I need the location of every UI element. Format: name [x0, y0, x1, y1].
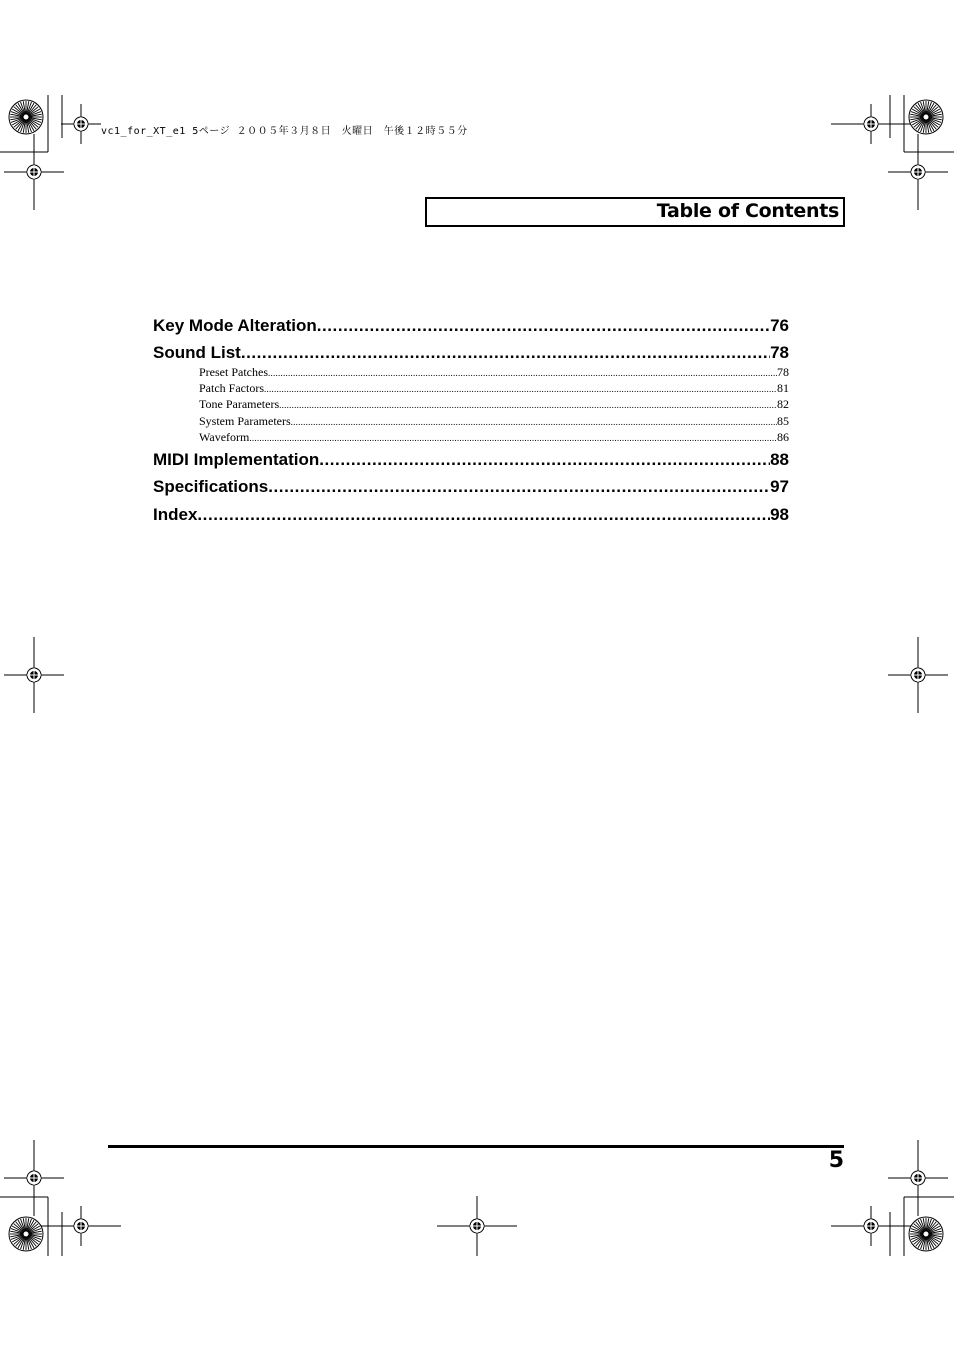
toc-entry-waveform[interactable]: [153, 430, 789, 445]
toc-leader: [264, 384, 777, 394]
color-wheel-center: [23, 1231, 29, 1237]
toc-page: 97: [770, 477, 789, 496]
page-number: 5: [828, 1148, 844, 1173]
toc-label: Sound List: [153, 343, 241, 362]
color-wheel-center: [923, 1231, 929, 1237]
toc-leader: [291, 417, 777, 427]
toc-leader: [268, 477, 770, 497]
page-title-box: [425, 197, 845, 227]
toc-page: 82: [777, 397, 789, 411]
toc-leader: [241, 343, 770, 363]
toc-label: Waveform: [199, 430, 250, 444]
toc-label: System Parameters: [199, 414, 291, 428]
footer-rule: [108, 1145, 844, 1148]
toc-label: Specifications: [153, 477, 269, 496]
toc-entry-midi-implementation[interactable]: [153, 450, 789, 470]
toc-leader: [197, 505, 770, 525]
toc-entry-preset-patches[interactable]: [153, 365, 789, 380]
toc-page: 76: [770, 316, 789, 335]
toc-page: 78: [777, 365, 789, 379]
toc-entry-tone-parameters[interactable]: [153, 397, 789, 412]
page-title: Table of Contents: [656, 200, 839, 222]
toc-entry-system-parameters[interactable]: [153, 414, 789, 429]
toc-entry-index[interactable]: [153, 505, 789, 525]
toc-leader: [268, 368, 777, 378]
toc-label: MIDI Implementation: [153, 450, 320, 469]
toc-page: 86: [777, 430, 789, 444]
toc-page: 78: [770, 343, 789, 362]
toc-leader: [317, 316, 770, 336]
toc-label: Tone Parameters: [199, 397, 280, 411]
toc-leader: [319, 450, 770, 470]
toc-leader: [279, 400, 777, 410]
toc-label: Preset Patches: [199, 365, 268, 379]
toc-page: 98: [770, 505, 789, 524]
toc-page: 88: [770, 450, 789, 469]
toc-leader: [249, 433, 777, 443]
color-wheel-center: [23, 114, 29, 120]
toc-entry-key-mode-alteration[interactable]: [153, 316, 789, 336]
toc-page: 85: [777, 414, 789, 428]
toc-label: Index: [153, 505, 198, 524]
toc-label: Key Mode Alteration: [153, 316, 317, 335]
toc-page: 81: [777, 381, 789, 395]
print-slug: vc1_for_XT_e1 5ページ ２００５年３月８日 火曜日 午後１２時５５分: [101, 126, 468, 137]
color-wheel-center: [923, 114, 929, 120]
toc-entry-patch-factors[interactable]: [153, 381, 789, 396]
toc-label: Patch Factors: [199, 381, 264, 395]
toc-entry-sound-list[interactable]: [153, 343, 789, 363]
toc-entry-specifications[interactable]: [153, 477, 789, 497]
